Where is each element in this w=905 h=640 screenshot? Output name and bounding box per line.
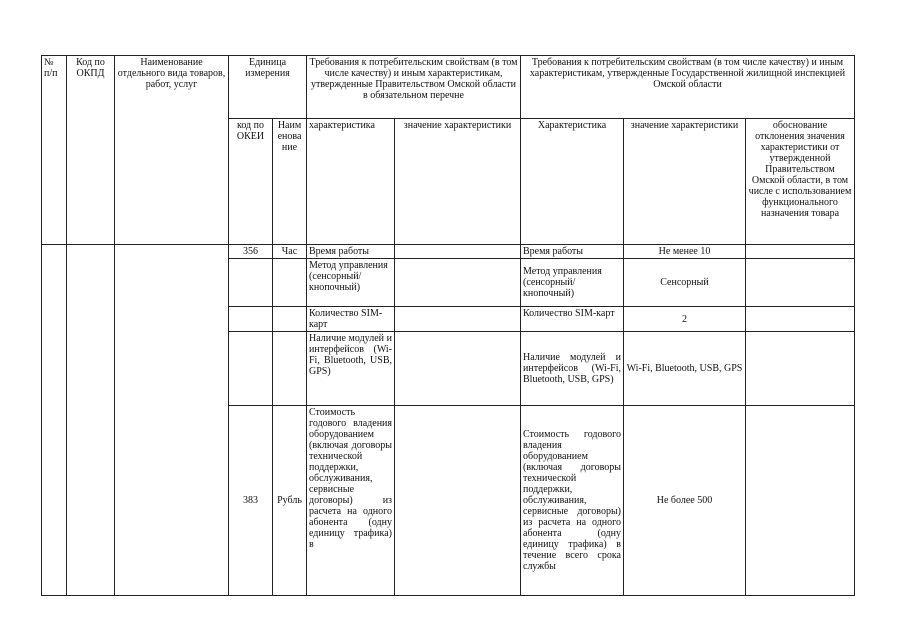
- cell-val1: [395, 307, 521, 332]
- cell-char2: Количество SIM-карт: [521, 307, 624, 332]
- subheader-char2: Характеристика: [521, 119, 624, 245]
- cell-justification: [746, 307, 855, 332]
- subheader-char1: характеристика: [307, 119, 395, 245]
- cell-okpd: [67, 245, 115, 596]
- cell-val2: Не менее 10: [624, 245, 746, 259]
- cell-char1: Стоимость годового владения оборудованием (включая договоры технической поддержки, обслуживания, сервисные договоры) из расчета на одного абонента (одну единицу трафика) в: [307, 406, 395, 596]
- cell-name: [115, 245, 229, 596]
- header-num: № п/п: [42, 56, 67, 245]
- cell-justification: [746, 332, 855, 406]
- cell-okei: 356: [229, 245, 273, 259]
- subheader-okei: код по ОКЕИ: [229, 119, 273, 245]
- cell-val2: Сенсорный: [624, 259, 746, 307]
- subheader-unit-name: Наим енова ние: [273, 119, 307, 245]
- cell-val1: [395, 245, 521, 259]
- header-unit: Единица измерения: [229, 56, 307, 119]
- cell-okei: [229, 332, 273, 406]
- header-req-gov: Требования к потребительским свойствам (в том числе качеству) и иным характеристикам, утвержденные Правительством Омской области в обязательном перечне: [307, 56, 521, 119]
- cell-val2: Wi-Fi, Bluetooth, USB, GPS: [624, 332, 746, 406]
- cell-char2: Время работы: [521, 245, 624, 259]
- cell-char1: Время работы: [307, 245, 395, 259]
- header-okpd: Код по ОКПД: [67, 56, 115, 245]
- table-row: [42, 245, 855, 259]
- cell-unit: [273, 307, 307, 332]
- cell-val1: [395, 406, 521, 596]
- cell-okei: [229, 259, 273, 307]
- cell-justification: [746, 245, 855, 259]
- cell-unit: Час: [273, 245, 307, 259]
- cell-unit: Рубль: [273, 406, 307, 596]
- cell-char2: Стоимость годового владения оборудованием (включая договоры технической поддержки, обслуживания, сервисные договоры) из расчета на одного абонента (одну единицу трафика) в течение всего срока службы: [521, 406, 624, 596]
- subheader-val1: значение характеристики: [395, 119, 521, 245]
- cell-unit: [273, 259, 307, 307]
- cell-val1: [395, 259, 521, 307]
- header-row: [42, 56, 855, 119]
- cell-justification: [746, 259, 855, 307]
- cell-val1: [395, 332, 521, 406]
- cell-char1: Наличие модулей и интерфейсов (Wi-Fi, Bluetooth, USB, GPS): [307, 332, 395, 406]
- cell-char1: Количество SIM-карт: [307, 307, 395, 332]
- cell-num: [42, 245, 67, 596]
- cell-char2: Наличие модулей и интерфейсов (Wi-Fi, Bluetooth, USB, GPS): [521, 332, 624, 406]
- subheader-val2: значение характеристики: [624, 119, 746, 245]
- cell-unit: [273, 332, 307, 406]
- cell-justification: [746, 406, 855, 596]
- header-name: Наименование отдельного вида товаров, работ, услуг: [115, 56, 229, 245]
- cell-val2: 2: [624, 307, 746, 332]
- cell-char2: Метод управления (сенсорный/ кнопочный): [521, 259, 624, 307]
- header-req-insp: Требования к потребительским свойствам (в том числе качеству) и иным характеристикам, утвержденные Государственной жилищной инспекцией Омской области: [521, 56, 855, 119]
- cell-val2: Не более 500: [624, 406, 746, 596]
- cell-okei: [229, 307, 273, 332]
- cell-char1: Метод управления (сенсорный/ кнопочный): [307, 259, 395, 307]
- cell-okei: 383: [229, 406, 273, 596]
- subheader-justification: обоснование отклонения значения характеристики от утвержденной Правительством Омской области, в том числе с использованием функционального назначения товара: [746, 119, 855, 245]
- requirements-table: [41, 55, 855, 596]
